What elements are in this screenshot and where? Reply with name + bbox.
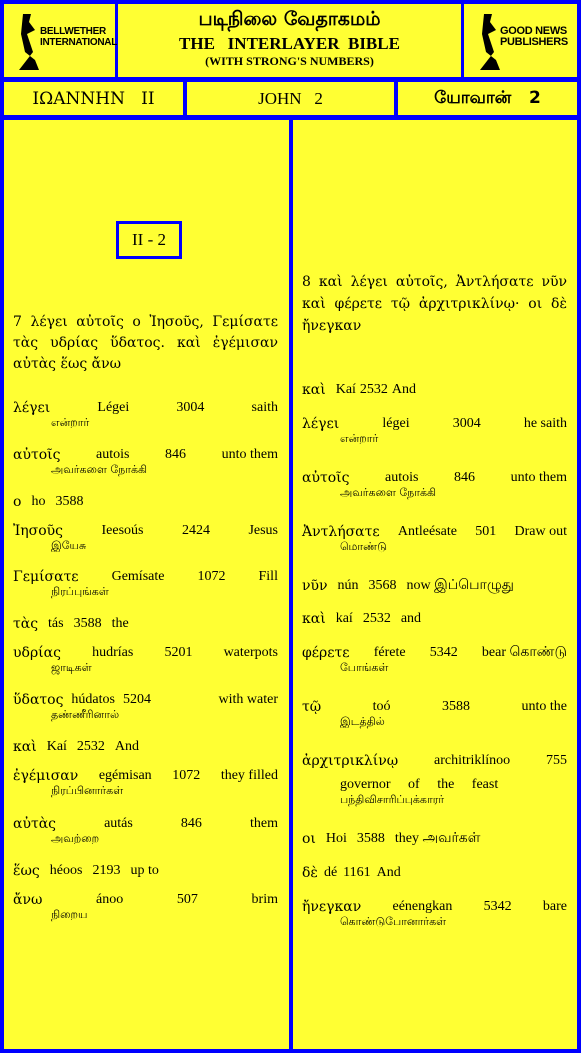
english-gloss: Draw out	[514, 524, 567, 539]
english-gloss: saith	[251, 400, 278, 415]
list-item	[13, 816, 278, 846]
strongs-number: 5342	[429, 645, 458, 660]
english-gloss: unto the	[521, 699, 567, 714]
greek-word: τὰς	[13, 616, 39, 632]
list-item	[13, 523, 278, 553]
transliteration: Légei	[97, 400, 130, 415]
tamil-gloss: அவற்றை	[51, 832, 100, 845]
strongs-number: 3568	[368, 578, 397, 593]
list-item	[302, 899, 567, 929]
tamil-gloss: கொண்டுபோனார்கள்	[340, 915, 447, 928]
english-gloss: waterpots	[223, 645, 278, 660]
greek-word: οι	[302, 831, 316, 847]
greek-word: Ἰησοῦς	[13, 523, 64, 539]
list-item	[13, 494, 278, 510]
list-item	[302, 699, 567, 729]
tamil-gloss: என்றார்	[51, 416, 90, 429]
tamil-gloss: இயேசு	[51, 539, 87, 552]
right-logo-panel	[464, 4, 577, 77]
list-item	[302, 470, 567, 500]
transliteration: autois	[385, 470, 419, 485]
strongs-number: 2532	[76, 739, 105, 754]
transliteration: Kaí	[335, 382, 356, 397]
book-tamil-cell	[398, 82, 577, 115]
english-gloss: now இப்பொழுது	[406, 578, 514, 593]
transliteration: hudrías	[92, 645, 134, 660]
strongs-number: 1072	[197, 569, 226, 584]
english-gloss: they filled	[220, 768, 278, 783]
section-label: II - 2	[132, 230, 166, 249]
title-subtitle: (WITH STRONG'S NUMBERS)	[205, 54, 374, 68]
book-english-cell	[187, 82, 394, 115]
strongs-number: 5204	[122, 692, 151, 707]
transliteration: tás	[48, 616, 64, 631]
english-gloss: And	[376, 865, 401, 880]
strongs-number: 846	[180, 816, 202, 831]
greek-word: αὐτοῖς	[302, 470, 350, 486]
list-item	[302, 416, 567, 446]
bellwether-logo-icon	[13, 12, 43, 72]
greek-word: καὶ	[302, 611, 326, 627]
list-item	[302, 578, 567, 594]
transliteration: Hoi	[325, 831, 347, 846]
strongs-number: 2424	[181, 523, 210, 538]
strongs-number: 1161	[343, 865, 371, 880]
english-gloss: they அவர்கள்	[394, 831, 481, 846]
greek-word: αὐτοῖς	[13, 447, 61, 463]
title-panel	[118, 4, 461, 77]
strongs-number: 3588	[442, 699, 470, 714]
list-item	[13, 768, 278, 798]
greek-word: λέγει	[302, 416, 340, 432]
greek-word: ὕδατος	[13, 692, 64, 708]
greek-word: Ἀντλήσατε	[302, 524, 380, 540]
list-item	[13, 692, 278, 722]
strongs-number: 507	[176, 892, 198, 907]
tamil-gloss: அவர்களை நோக்கி	[340, 486, 437, 499]
left-word-list	[13, 400, 278, 1040]
title-english: THE INTERLAYER BIBLE	[179, 34, 400, 53]
greek-word: αὐτὰς	[13, 816, 57, 832]
tamil-gloss: பந்திவிசாரிப்புக்காரர்	[340, 793, 445, 806]
transliteration: autois	[96, 447, 130, 462]
list-item	[13, 569, 278, 599]
strongs-number: 501	[475, 524, 497, 539]
verse-7-text: 7 λέγει αὐτοῖς ο Ἰησοῦς, Γεμίσατε τὰς υδρίας ὕδατος. καὶ ἐγέμισαν αὐτὰς ἕως ἄνω	[13, 314, 278, 372]
list-item	[302, 611, 567, 627]
list-item	[302, 865, 567, 881]
greek-word: ἕως	[13, 863, 40, 879]
greek-word: καὶ	[302, 382, 326, 398]
greek-word: υδρίας	[13, 645, 61, 661]
transliteration: dé	[323, 865, 338, 880]
list-item	[13, 863, 278, 879]
english-gloss: with water	[218, 692, 278, 707]
tamil-gloss: நிரப்பினார்கள்	[51, 784, 124, 797]
transliteration: egémisan	[98, 768, 152, 783]
english-gloss: the	[111, 616, 129, 631]
greek-word: καὶ	[13, 739, 37, 755]
strongs-number: 2193	[92, 863, 121, 878]
greek-word: Γεμίσατε	[13, 569, 79, 585]
right-logo-line2: PUBLISHERS	[500, 36, 568, 48]
transliteration: héoos	[49, 863, 83, 878]
tamil-gloss: நிரப்புங்கள்	[51, 585, 109, 598]
transliteration: nún	[337, 578, 359, 593]
list-item	[13, 616, 278, 632]
greek-word: δὲ	[302, 865, 318, 881]
greek-word: τῷ	[302, 699, 322, 715]
transliteration: ho	[31, 494, 46, 509]
list-item	[13, 447, 278, 477]
english-gloss: brim	[251, 892, 278, 907]
strongs-number: 3588	[55, 494, 84, 509]
english-gloss: unto them	[510, 470, 567, 485]
english-gloss: Fill	[258, 569, 278, 584]
list-item	[302, 753, 567, 807]
list-item	[13, 400, 278, 430]
transliteration: Antleésate	[397, 524, 457, 539]
book-greek: ΙΩΑΝΝΗΝ II	[32, 88, 155, 109]
left-logo-panel	[4, 4, 118, 77]
english-gloss: unto them	[221, 447, 278, 462]
strongs-number: 2532	[362, 611, 391, 626]
greek-word: λέγει	[13, 400, 51, 416]
tamil-gloss: நிறைய	[51, 908, 88, 921]
tamil-gloss: மொண்டு	[340, 540, 387, 553]
english-gloss: Jesus	[248, 523, 278, 538]
tamil-gloss: போங்கள்	[340, 661, 389, 674]
transliteration: eénengkan	[392, 899, 453, 914]
section-marker	[116, 221, 182, 259]
right-word-list	[302, 382, 567, 1042]
transliteration: kaí	[335, 611, 353, 626]
left-logo-line1: BELLWETHER	[40, 26, 106, 37]
list-item	[302, 524, 567, 554]
strongs-number: 1072	[172, 768, 201, 783]
right-logo-line1: GOOD NEWS	[500, 25, 567, 37]
english-gloss: up to	[130, 863, 159, 878]
transliteration: férete	[373, 645, 406, 660]
strongs-number: 3588	[356, 831, 385, 846]
english-gloss: And	[114, 739, 140, 754]
english-gloss: bear கொண்டு	[481, 645, 567, 660]
list-item	[13, 892, 278, 922]
tamil-gloss: என்றார்	[340, 432, 379, 445]
verse-8-text: 8 καὶ λέγει αὐτοῖς, Ἀντλήσατε νῦν καὶ φέρετε τῷ ἀρχιτρικλίνῳ· οι δὲ ἤνεγκαν	[302, 274, 567, 334]
english-gloss: he saith	[523, 416, 567, 431]
left-column	[4, 120, 289, 1049]
transliteration: Ieesoús	[101, 523, 144, 538]
greek-word: νῦν	[302, 578, 328, 594]
strongs-number: 2532	[359, 382, 388, 397]
strongs-number: 3004	[176, 400, 205, 415]
tamil-gloss: தண்ணீரினால்	[51, 708, 120, 721]
greek-word: ἐγέμισαν	[13, 768, 79, 784]
strongs-number: 5201	[164, 645, 193, 660]
tamil-gloss: ஜாடிகள்	[51, 661, 92, 674]
transliteration: húdatos	[71, 692, 115, 707]
right-column	[293, 120, 577, 1049]
title-tamil: படிநிலை வேதாகமம்	[198, 8, 381, 30]
strongs-number: 3004	[452, 416, 481, 431]
strongs-number: 3588	[73, 616, 102, 631]
strongs-number: 5342	[483, 899, 512, 914]
english-gloss: bare	[542, 899, 567, 914]
list-item	[13, 645, 278, 675]
greek-word: φέρετε	[302, 645, 350, 661]
transliteration: légei	[382, 416, 410, 431]
list-item	[302, 382, 567, 398]
list-item	[13, 739, 278, 755]
book-english: JOHN 2	[258, 88, 323, 108]
transliteration: autás	[104, 816, 133, 831]
greek-word: ἄνω	[13, 892, 43, 908]
transliteration: ánoo	[96, 892, 124, 907]
list-item	[302, 831, 567, 847]
tamil-gloss: இடத்தில்	[340, 715, 385, 728]
book-greek-cell	[4, 82, 183, 115]
left-logo-line2: INTERNATIONAL	[40, 37, 118, 48]
strongs-number: 755	[546, 753, 567, 768]
greek-word: ἀρχιτρικλίνῳ	[302, 753, 399, 769]
transliteration: Gemísate	[111, 569, 165, 584]
tamil-gloss: அவர்களை நோக்கி	[51, 463, 148, 476]
english-gloss: and	[400, 611, 422, 626]
english-gloss: governor of the feast	[340, 777, 499, 792]
greek-word: ἤνεγκαν	[302, 899, 362, 915]
strongs-number: 846	[165, 447, 187, 462]
greek-word: ο	[13, 494, 22, 510]
transliteration: toó	[372, 699, 391, 714]
list-item	[302, 645, 567, 675]
transliteration: Kaí	[46, 739, 67, 754]
strongs-number: 846	[454, 470, 476, 485]
english-gloss: And	[391, 382, 417, 397]
transliteration: architriklínoo	[433, 753, 511, 768]
english-gloss: them	[249, 816, 278, 831]
book-tamil: யோவான் 2	[434, 87, 541, 108]
